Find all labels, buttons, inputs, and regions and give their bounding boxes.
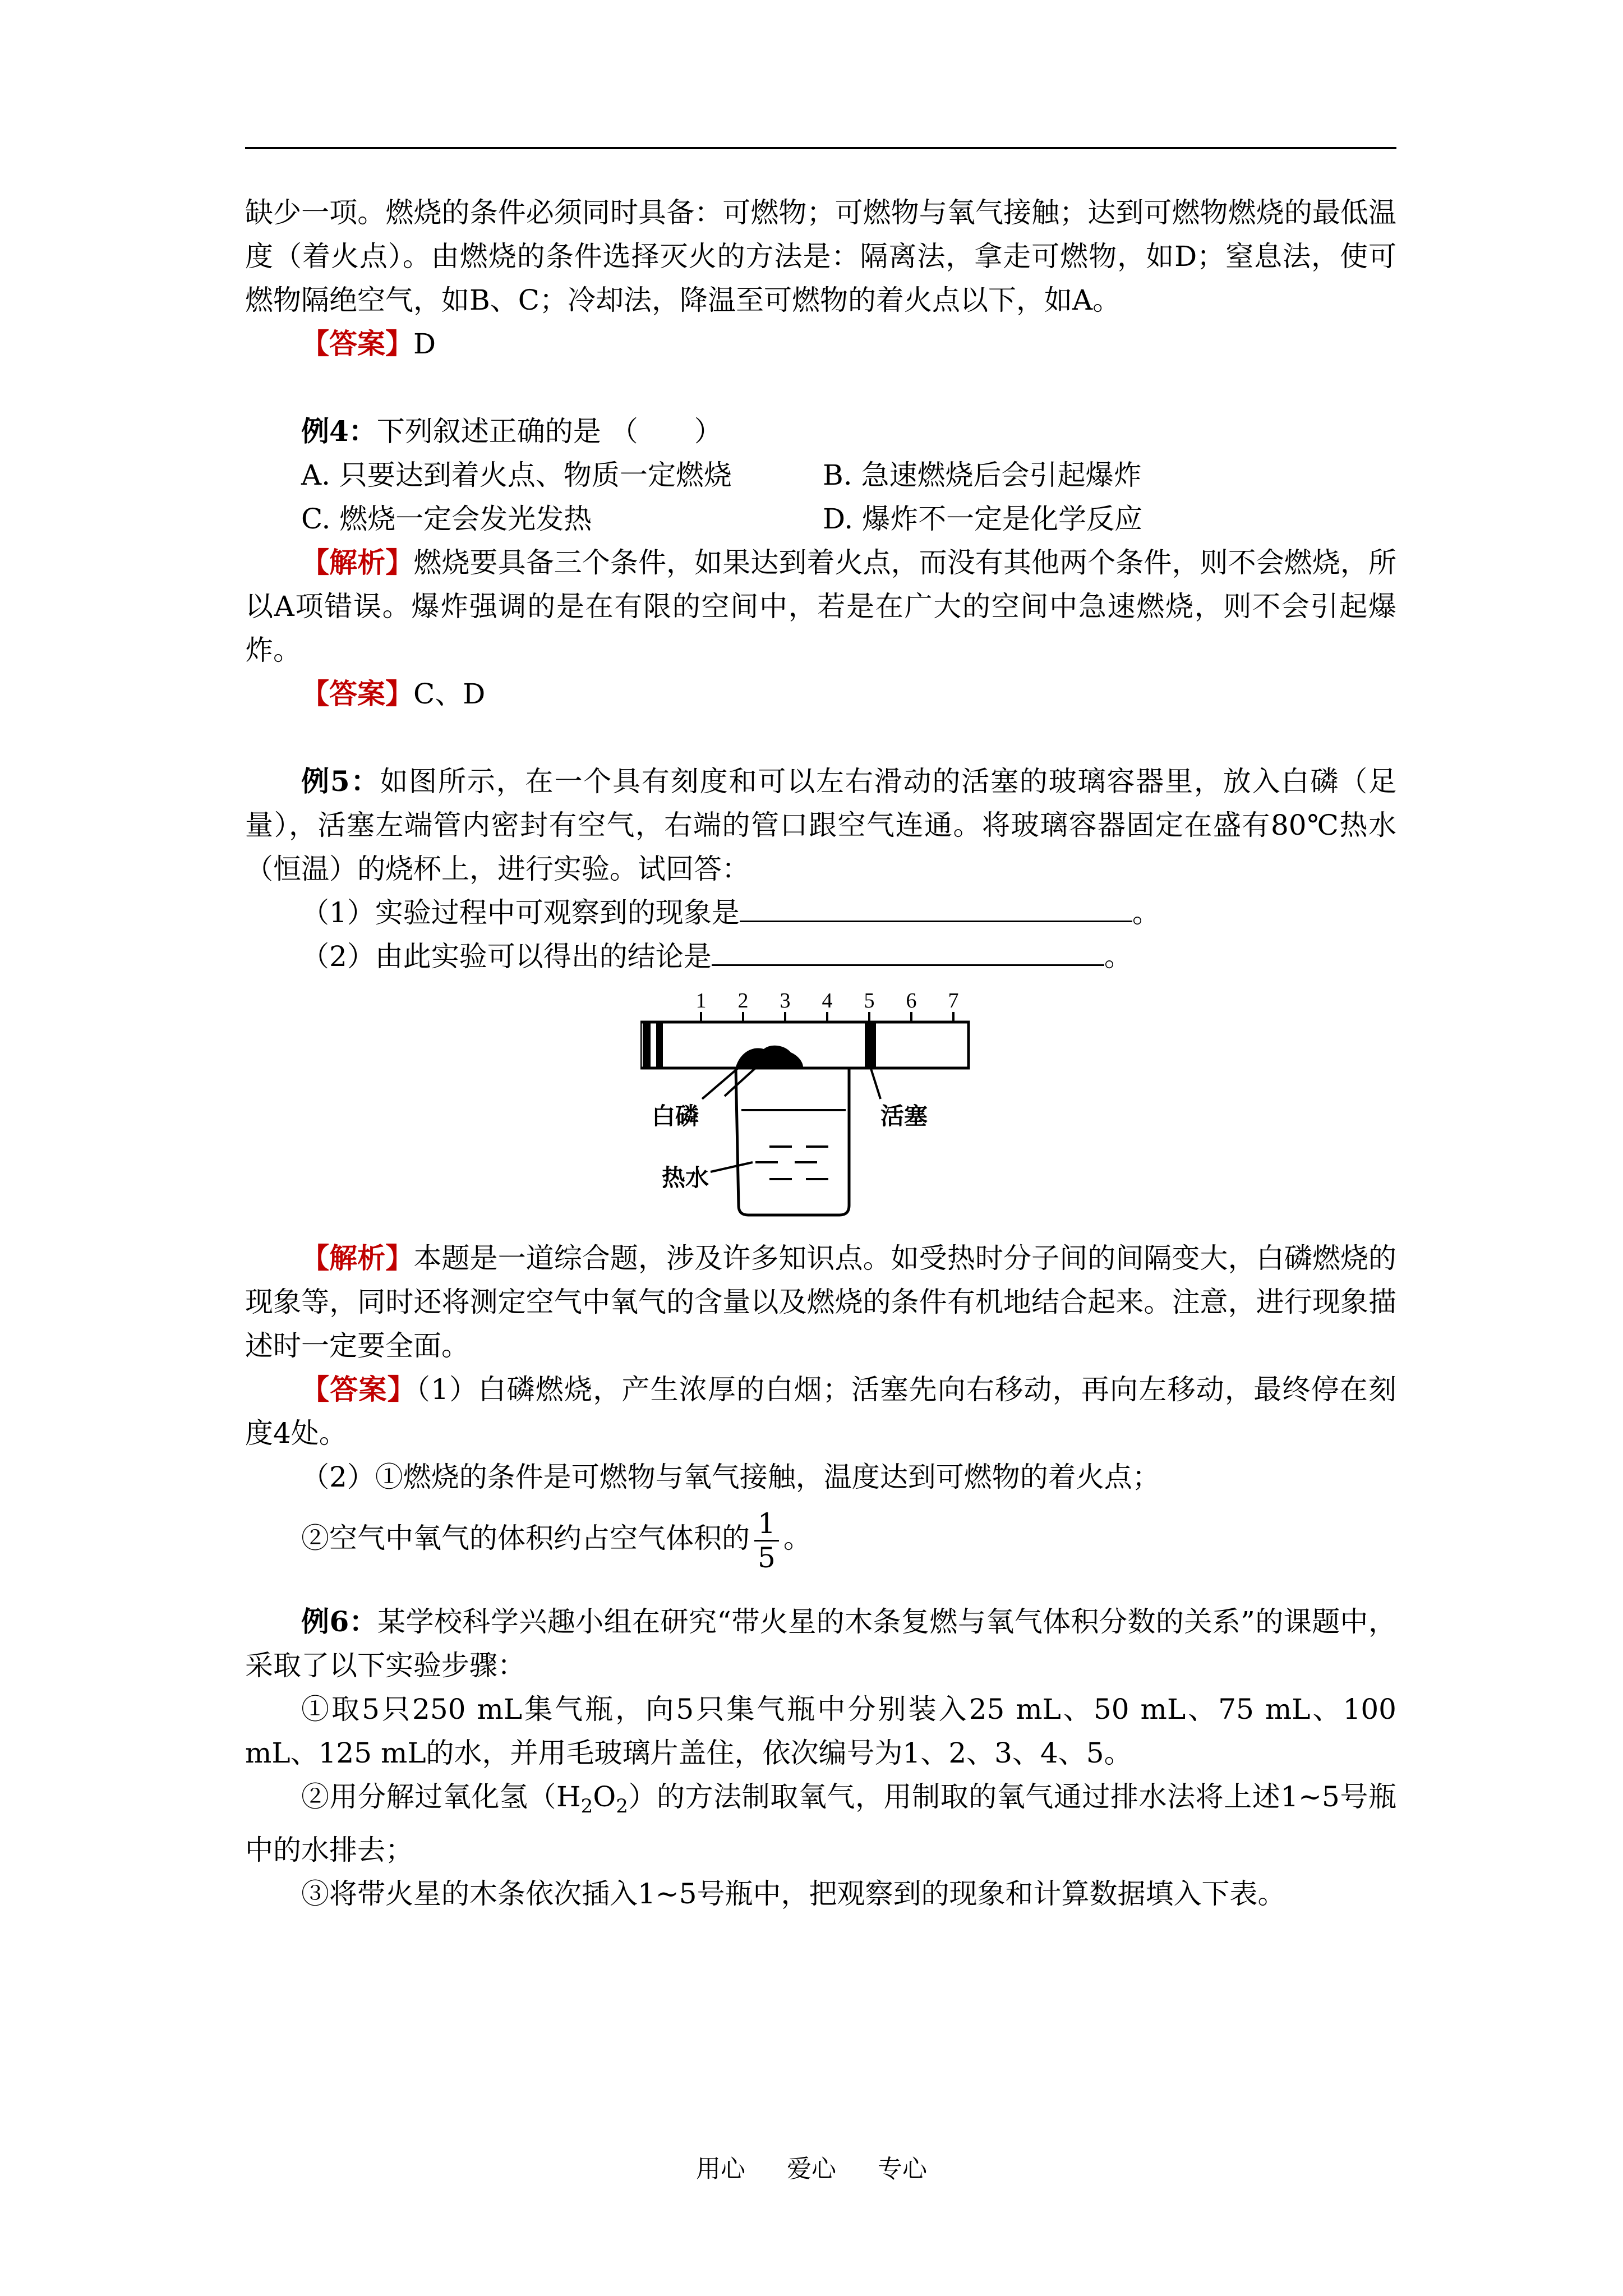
fraction-numerator: 1 (754, 1510, 779, 1542)
ex6-step-3: ③将带火星的木条依次插入1~5号瓶中，把观察到的现象和计算数据填入下表。 (301, 1878, 1286, 1910)
tick-label-5: 5 (864, 989, 875, 1013)
ex6-label: 例6： (301, 1605, 378, 1638)
fill-blank-1[interactable] (740, 896, 1132, 922)
ex5-answer (245, 1368, 1396, 1455)
ex5-question (245, 760, 1396, 891)
ex5-label: 例5： (301, 765, 380, 798)
tick-label-6: 6 (906, 989, 917, 1013)
period: 。 (783, 1522, 811, 1554)
ex5-answer-3-text: ②空气中氧气的体积约占空气体积的 (301, 1522, 750, 1554)
ex5-answer-3 (245, 1499, 1396, 1577)
tick-label-2: 2 (737, 989, 749, 1013)
label-hot-water: 热水 (662, 1164, 709, 1191)
ex4-answer (245, 672, 1396, 716)
tick-label-7: 7 (948, 989, 959, 1013)
ex6-step-2-mid: O (593, 1780, 616, 1813)
ex5-figure (245, 984, 1396, 1231)
page-content (245, 191, 1396, 1916)
answer-text: C、D (413, 678, 486, 710)
left-plug (643, 1023, 651, 1067)
ex4-option-c: C. 燃烧一定会发光发热 (301, 503, 592, 535)
ex4-options-row-1 (245, 453, 1396, 497)
ex5-answer-2: （2）①燃烧的条件是可燃物与氧气接触，温度达到可燃物的着火点； (301, 1461, 1160, 1493)
period: 。 (1104, 940, 1132, 973)
ex4-option-b: B. 急速燃烧后会引起爆炸 (823, 459, 1142, 491)
label-piston: 活塞 (880, 1102, 928, 1130)
ex6-question (245, 1600, 1396, 1687)
ex6-step-2-post: ）的方法制取氧气，用制取的氧气通过排水法将上述1~5号瓶中的水排去； (245, 1780, 1396, 1866)
apparatus-diagram (640, 984, 999, 1231)
ex5-q2-text: （2）由此实验可以得出的结论是 (301, 940, 712, 973)
subscript-2: 2 (580, 1795, 593, 1818)
header-rule (245, 147, 1396, 149)
ex5-answer-1: （1）白磷燃烧，产生浓厚的白烟；活塞先向右移动，再向左移动，最终停在刻度4处。 (245, 1373, 1397, 1450)
answer-tag: 【答案】 (301, 327, 413, 360)
ex4-question (245, 409, 1396, 453)
period: 。 (1132, 896, 1160, 929)
ex4-option-d: D. 爆炸不一定是化学反应 (823, 503, 1143, 535)
tick-label-4: 4 (822, 989, 833, 1013)
tick-label-3: 3 (780, 989, 791, 1013)
white-phosphorus (736, 1046, 803, 1067)
analysis-tag: 【解析】 (301, 1241, 414, 1274)
answer-text: D (413, 328, 436, 360)
ex4-label: 例4： (301, 415, 377, 448)
ex5-q1 (245, 891, 1396, 935)
intro-paragraph: 缺少一项。燃烧的条件必须同时具备：可燃物；可燃物与氧气接触；达到可燃物燃烧的最低温度（着火点）。由燃烧的条件选择灭火的方法是：隔离法，拿走可燃物，如D；窒息法，使可燃物隔绝空气，如B、C；冷却法，降温至可燃物的着火点以下，如A。 (245, 196, 1396, 316)
tick-label-1: 1 (695, 989, 707, 1013)
ex5-analysis-text: 本题是一道综合题，涉及许多知识点。如受热时分子间的间隔变大，白磷燃烧的现象等，同时还将测定空气中氧气的含量以及燃烧的条件有机地结合起来。注意，进行现象描述时一定要全面。 (245, 1242, 1397, 1362)
piston (865, 1023, 876, 1067)
label-white-phosphorus: 白磷 (652, 1102, 699, 1130)
ex4-option-a: A. 只要达到着火点、物质一定燃烧 (301, 459, 732, 491)
answer-tag: 【答案】 (301, 677, 413, 710)
answer-tag: 【答案】 (301, 1373, 416, 1406)
ex4-options-row-2 (245, 497, 1396, 541)
glass-tube (640, 1022, 969, 1068)
intro-answer (245, 322, 1396, 366)
subscript-2: 2 (616, 1795, 628, 1818)
ex5-q2 (245, 935, 1396, 978)
ex5-q1-text: （1）实验过程中可观察到的现象是 (301, 896, 740, 929)
ex6-step-2-pre: ②用分解过氧化氢（H (301, 1780, 581, 1813)
fill-blank-2[interactable] (712, 940, 1104, 966)
ex4-analysis (245, 541, 1396, 672)
ex5-analysis (245, 1236, 1396, 1368)
page-footer: 用心 爱心 专心 (696, 2155, 927, 2183)
ex4-analysis-text: 燃烧要具备三个条件，如果达到着火点，而没有其他两个条件，则不会燃烧，所以A项错误。爆炸强调的是在有限的空间中，若是在广大的空间中急速燃烧，则不会引起爆炸。 (245, 546, 1397, 666)
ex5-question-text: 如图所示，在一个具有刻度和可以左右滑动的活塞的玻璃容器里，放入白磷（足量），活塞左端管内密封有空气，右端的管口跟空气连通。将玻璃容器固定在盛有80℃热水（恒温）的烧杯上，进行实验。试回答： (245, 765, 1396, 885)
analysis-tag: 【解析】 (301, 546, 414, 579)
ex6-step-2 (245, 1775, 1396, 1872)
fraction-one-fifth (754, 1507, 779, 1574)
beaker (736, 1068, 849, 1215)
fraction-denominator: 5 (758, 1541, 776, 1574)
ex4-question-text: 下列叙述正确的是 （ ） (376, 415, 722, 448)
ex6-question-text: 某学校科学兴趣小组在研究“带火星的木条复燃与氧气体积分数的关系”的课题中，采取了以下实验步骤： (245, 1605, 1396, 1682)
ex6-step-1: ①取5只250 mL集气瓶，向5只集气瓶中分别装入25 mL、50 mL、75 mL、100 mL、125 mL的水，并用毛玻璃片盖住，依次编号为1、2、3、4、5。 (245, 1693, 1396, 1769)
